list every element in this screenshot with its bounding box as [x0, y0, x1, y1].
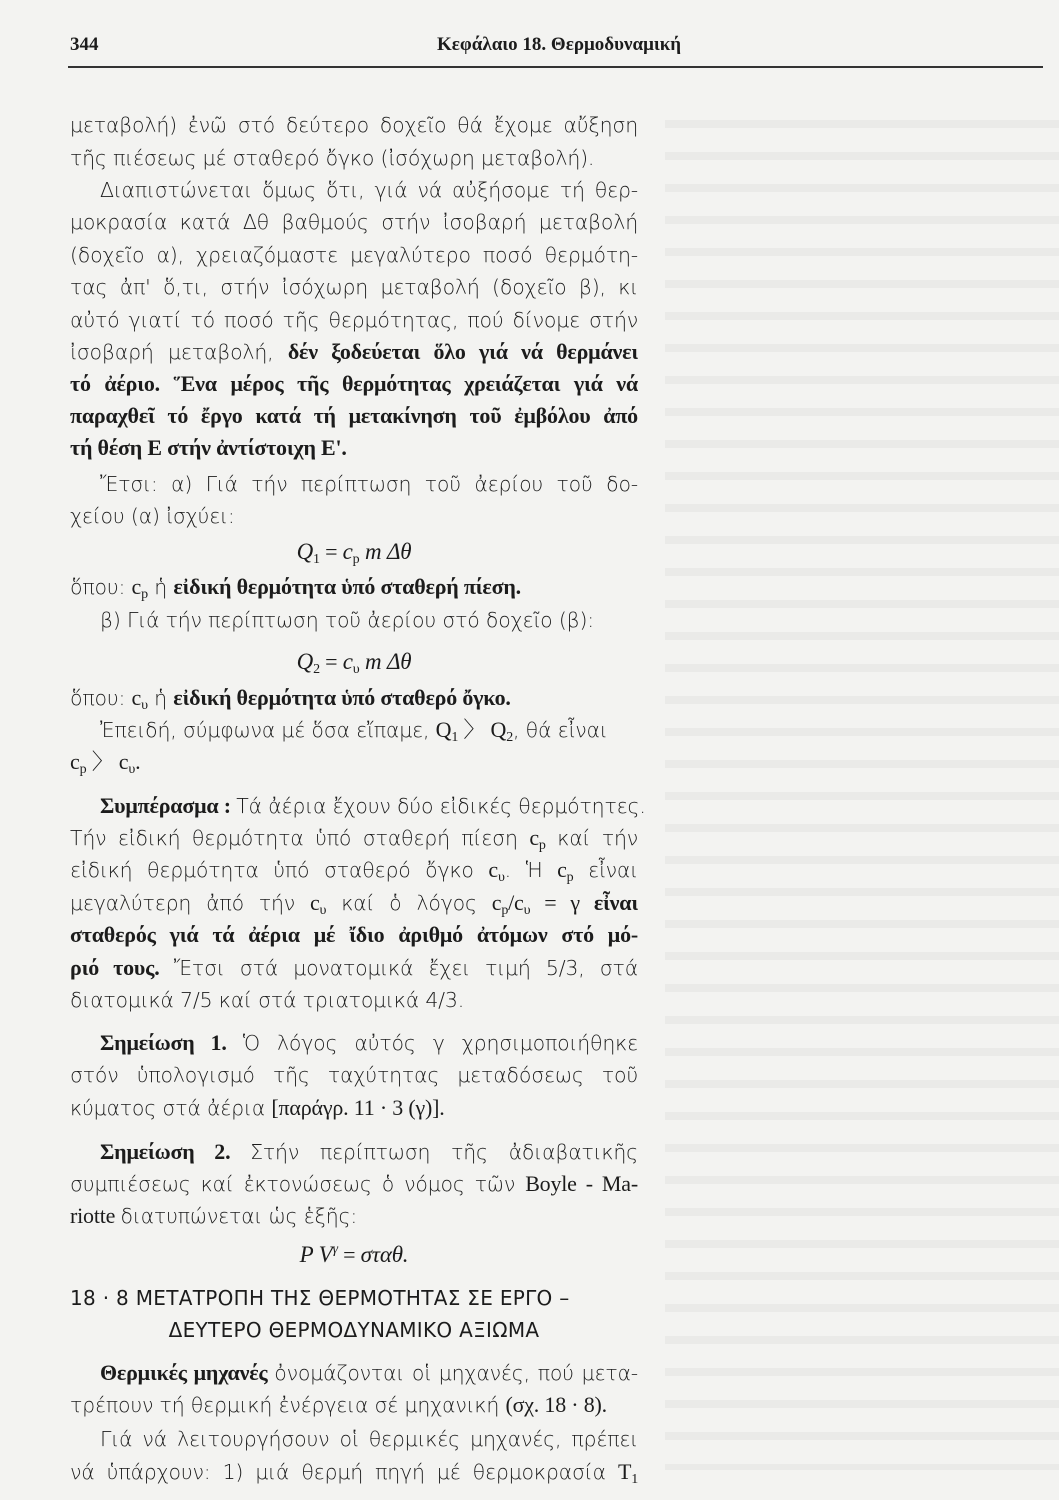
text-run: Τήν εἰδική θερμότητα ὑπό σταθερή πίεση — [70, 826, 530, 850]
bold-text: Σημείωση 2. — [100, 1139, 251, 1164]
text-line — [70, 984, 638, 1016]
text-line — [70, 746, 638, 778]
text-run: διατομικά 7/5 καί στά τριατομικά 4/3. — [70, 988, 465, 1012]
bold-text: τό ἀέριο. Ἕνα μέρος τῆς θερμότητας χρειάζεται γιά νά — [70, 371, 638, 396]
text-run: ἡ — [147, 575, 174, 599]
text-line — [70, 1314, 638, 1346]
text-run: c — [529, 825, 539, 850]
text-run: β) Γιά τήν περίπτωση τοῦ ἀερίου στό δοχεῖο (β): — [100, 608, 595, 632]
text-run: = — [319, 649, 343, 674]
text-line — [70, 536, 638, 568]
text-run: c — [70, 749, 80, 774]
page-number: 344 — [70, 34, 99, 55]
text-run: τας ἀπ' ὅ,τι, στήν ἰσόχωρη μεταβολή (δοχεῖο β), κι — [70, 275, 638, 299]
text-line — [70, 142, 638, 174]
text-line — [70, 854, 638, 886]
bold-text: δέν ξοδεύεται ὅλο γιά νά θερμάνει — [287, 339, 638, 364]
text-line — [70, 571, 638, 603]
text-run: καί ὁ λόγος — [326, 891, 492, 915]
text-line — [70, 206, 638, 238]
text-line — [70, 1357, 638, 1389]
bold-text: Συμπέρασμα : — [100, 793, 237, 818]
text-line — [70, 1423, 638, 1455]
text-run: εἰδική θερμότητα ὑπό σταθερό ὄγκο — [70, 858, 489, 882]
text-run: p — [538, 838, 546, 853]
text-line — [70, 368, 638, 400]
text-line — [70, 822, 638, 854]
bold-text: σταθερός γιά τά ἀέρια μέ ἴδιο ἀριθμό ἀτόμων στό μό- — [70, 922, 638, 947]
text-run: Διαπιστώνεται ὅμως ὅτι, γιά νά αὐξήσομε τή θερ- — [100, 178, 638, 202]
formula-text: σταθ. — [360, 1242, 409, 1267]
formula-text: c — [342, 649, 353, 674]
text-line — [70, 1027, 638, 1059]
text-run: [παράγρ. 11 · 3 (γ)]. — [271, 1095, 445, 1120]
text-line — [70, 336, 638, 368]
text-run: (δοχεῖο α), χρειαζόμαστε μεγαλύτερο ποσό θερμότη- — [70, 243, 638, 267]
text-run: υ — [319, 903, 327, 918]
text-run: συμπιέσεως καί ἐκτονώσεως ὁ νόμος τῶν — [70, 1172, 526, 1196]
text-run: . Ἡ — [504, 858, 558, 882]
text-line — [70, 271, 638, 303]
text-run: 18 · 8 ΜΕΤΑΤΡΟΠΗ ΤΗΣ ΘΕΡΜΟΤΗΤΑΣ ΣΕ ΕΡΓΟ – — [70, 1286, 570, 1310]
text-run: Στήν περίπτωση τῆς ἀδιαβατικῆς — [250, 1140, 638, 1164]
text-run: 〉 c — [86, 749, 129, 774]
text-run: /c — [508, 890, 524, 915]
text-run: υ — [497, 870, 505, 885]
bold-text: ριό τους. — [70, 955, 174, 980]
text-line — [70, 952, 638, 984]
text-run: Τά ἀέρια ἔχουν δύο εἰδικές θερμότητες. — [236, 794, 646, 818]
bold-text: εἰδική θερμότητα ὑπό σταθερό ὄγκο. — [173, 685, 511, 710]
text-run: 2 — [506, 730, 514, 745]
text-run: καί τήν — [545, 826, 638, 850]
text-run: 2 — [313, 662, 320, 677]
text-run: Ἔτσι: α) Γιά τήν περίπτωση τοῦ ἀερίου τοῦ δο- — [100, 472, 638, 496]
text-run: εἶναι — [573, 858, 638, 882]
text-run: 1 — [313, 552, 320, 567]
text-run: . — [135, 749, 141, 774]
text-line — [70, 1136, 638, 1168]
text-run: ἰσοβαρή μεταβολή, — [70, 340, 288, 364]
text-line — [70, 239, 638, 271]
text-line — [70, 109, 638, 141]
text-run: μεγαλύτερη ἀπό τήν — [70, 891, 310, 915]
text-line — [70, 432, 638, 464]
bold-text: παραχθεῖ τό ἔργο κατά τή μετακίνηση τοῦ ἐμβόλου ἀπό — [70, 403, 638, 428]
text-line — [70, 646, 638, 678]
text-line — [70, 400, 638, 432]
text-run: = — [337, 1242, 361, 1267]
formula-text: c — [342, 539, 353, 564]
text-run: ὀνομάζονται οἱ μηχανές, πού μετα- — [274, 1361, 638, 1385]
text-line — [70, 500, 638, 532]
text-run: c — [131, 685, 142, 710]
text-line — [70, 1168, 638, 1200]
text-line — [70, 682, 638, 714]
text-run: Γιά νά λειτουργήσουν οἱ θερμικές μηχανές, πρέπει — [100, 1427, 638, 1451]
text-run: ἡ — [147, 686, 174, 710]
text-run: c — [557, 857, 567, 882]
text-line — [70, 790, 646, 822]
formula-text: m Δθ — [359, 539, 412, 564]
text-run: Boyle - Ma- — [525, 1171, 638, 1196]
text-run: διατυπώνεται ὡς ἑξῆς: — [120, 1204, 358, 1228]
text-run: p — [501, 903, 509, 918]
text-run: νά ὑπάρχουν: 1) μιά θερμή πηγή μέ θερμοκρασία — [70, 1460, 618, 1484]
text-run: c — [491, 890, 502, 915]
text-run: riotte — [70, 1203, 121, 1228]
formula-text: P V — [299, 1242, 333, 1267]
text-run: = — [319, 539, 343, 564]
text-run: χείου (α) ἰσχύει: — [70, 504, 235, 528]
bold-text: Θερμικές μηχανές — [100, 1360, 275, 1385]
text-line — [70, 604, 638, 636]
text-run: τρέπουν τή θερμική ἐνέργεια σέ μηχανική — [70, 1393, 506, 1417]
running-head: Κεφάλαιο 18. Θερμοδυναμική — [437, 34, 682, 55]
text-line — [70, 468, 638, 500]
text-line — [70, 174, 638, 206]
text-line — [70, 1059, 638, 1091]
text-run: p — [352, 552, 360, 567]
text-run: υ — [141, 698, 148, 713]
text-line — [70, 1200, 638, 1232]
text-line — [70, 1092, 638, 1124]
text-run: Ὁ λόγος αὐτός γ χρησιμοποιήθηκε — [242, 1031, 638, 1055]
text-run: Ἐπειδή, σύμφωνα μέ ὅσα εἴπαμε, — [100, 718, 436, 742]
text-run: ὅπου: — [70, 575, 132, 599]
bleed-through-column — [665, 100, 1059, 1470]
text-run: = γ — [530, 890, 594, 915]
text-run: κύματος στά ἀέρια — [70, 1096, 272, 1120]
formula-text: Q — [296, 539, 314, 564]
text-run: 1 — [631, 1472, 638, 1487]
formula-text: m Δθ — [359, 649, 412, 674]
text-run: T — [617, 1459, 632, 1484]
text-run: Ἔτσι στά μονατομικά ἔχει τιμή 5/3, στά — [173, 956, 638, 980]
text-run: 1 — [451, 730, 459, 745]
text-run: αὐτό γιατί τό ποσό τῆς θερμότητας, πού δίνομε στήν — [70, 308, 638, 332]
text-line — [70, 304, 638, 336]
text-run: (σχ. 18 · 8). — [505, 1392, 607, 1417]
text-run: c — [131, 574, 142, 599]
text-run: p — [141, 587, 148, 602]
text-line — [70, 919, 638, 951]
text-line — [70, 1282, 638, 1314]
text-run: c — [488, 857, 498, 882]
text-run: γ — [332, 1242, 338, 1257]
text-run: στόν ὑπολογισμό τῆς ταχύτητας μεταδόσεως τοῦ — [70, 1063, 638, 1087]
text-line — [70, 1234, 638, 1266]
text-run: p — [566, 870, 574, 885]
text-run: 〉 Q — [458, 717, 507, 742]
text-run: p — [79, 762, 87, 777]
formula-text: Q — [296, 649, 314, 674]
text-line — [70, 1456, 638, 1488]
text-run: Q — [435, 717, 452, 742]
bold-text: Σημείωση 1. — [100, 1030, 243, 1055]
text-run: μοκρασία κατά Δθ βαθμούς στήν ἰσοβαρή μεταβολή — [70, 210, 638, 234]
bold-text: τή θέση Ε στήν ἀντίστοιχη Ε'. — [70, 435, 347, 460]
text-run: υ — [352, 662, 360, 677]
text-run: ΔΕΥΤΕΡΟ ΘΕΡΜΟΔΥΝΑΜΙΚΟ ΑΞΙΩΜΑ — [168, 1318, 540, 1342]
text-run: μεταβολή) ἐνῶ στό δεύτερο δοχεῖο θά ἔχομε αὔξηση — [70, 113, 638, 137]
text-run: ὅπου: — [70, 686, 132, 710]
bold-text: εἰδική θερμότητα ὑπό σταθερή πίεση. — [173, 574, 521, 599]
bold-text: εἶναι — [593, 890, 638, 915]
header-rule — [68, 66, 1043, 68]
text-run: υ — [128, 762, 136, 777]
text-run: c — [309, 890, 320, 915]
text-line — [70, 887, 638, 919]
text-run: , θά εἶναι — [513, 718, 608, 742]
text-run: υ — [523, 903, 531, 918]
text-run: τῆς πιέσεως μέ σταθερό ὄγκο (ἰσόχωρη μεταβολή). — [70, 146, 595, 170]
text-line — [70, 1389, 638, 1421]
text-line — [70, 714, 638, 746]
